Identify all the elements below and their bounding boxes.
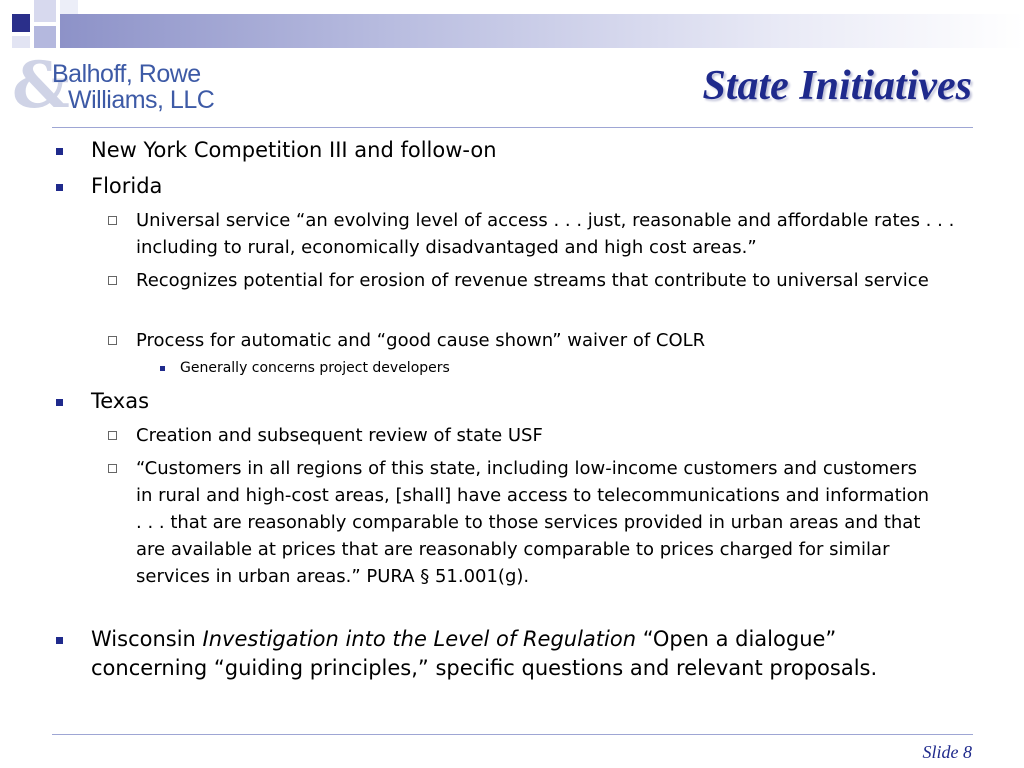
bullet-square-icon: [56, 184, 63, 191]
logo-line-2: Williams, LLC: [68, 86, 215, 114]
subbullet-texas-pura-quote: “Customers in all regions of this state, including low-income customers and customers in rural and high-cost areas, [shall] have access to telecommunications and information . . . that are reasonably comparable to those services provided in urban areas and that are available at prices that are reasonably comparable to prices charged for similar services in urban areas.” PURA § 51.001(g).: [136, 458, 930, 587]
bullet-hollow-square-icon: [108, 336, 117, 345]
logo-line-1: Balhoff, Rowe: [52, 60, 201, 88]
logo-ampersand: &: [12, 48, 70, 123]
bullet-wisconsin: [91, 625, 951, 683]
bullet-hollow-square-icon: [108, 464, 117, 473]
subbullet-florida-erosion: Recognizes potential for erosion of revenue streams that contribute to universal service: [136, 270, 929, 291]
bullet-square-icon: [56, 148, 63, 155]
wisconsin-label: Wisconsin: [91, 627, 203, 651]
bullet-hollow-square-icon: [108, 431, 117, 440]
subsubbullet-project-developers: Generally concerns project developers: [180, 360, 450, 376]
bullet-texas: Texas: [91, 389, 150, 413]
subbullet-florida-universal-service: Universal service “an evolving level of access . . . just, reasonable and affordable rates . . . including to rural, economically disadvantaged and high cost areas.”: [136, 210, 955, 258]
slide-title: State Initiatives: [702, 63, 972, 109]
bullet-florida: Florida: [91, 174, 163, 198]
slide-number: Slide 8: [922, 742, 972, 762]
bullet-square-icon: [56, 399, 63, 406]
wisconsin-investigation-title: Investigation into the Level of Regulation: [202, 627, 637, 651]
bullet-hollow-square-icon: [108, 276, 117, 285]
bullet-hollow-square-icon: [108, 216, 117, 225]
bullet-new-york: New York Competition III and follow-on: [91, 138, 497, 162]
wisconsin-description: “Open a dialogue” concerning “guiding principles,” specific questions and relevant proposals.: [91, 627, 878, 680]
bullet-square-icon: [56, 637, 63, 644]
footer-divider: [52, 734, 973, 735]
subbullet-texas-usf: Creation and subsequent review of state USF: [136, 425, 543, 446]
subbullet-florida-colr-waiver: Process for automatic and “good cause shown” waiver of COLR: [136, 330, 706, 351]
bullet-small-square-icon: [160, 366, 165, 371]
